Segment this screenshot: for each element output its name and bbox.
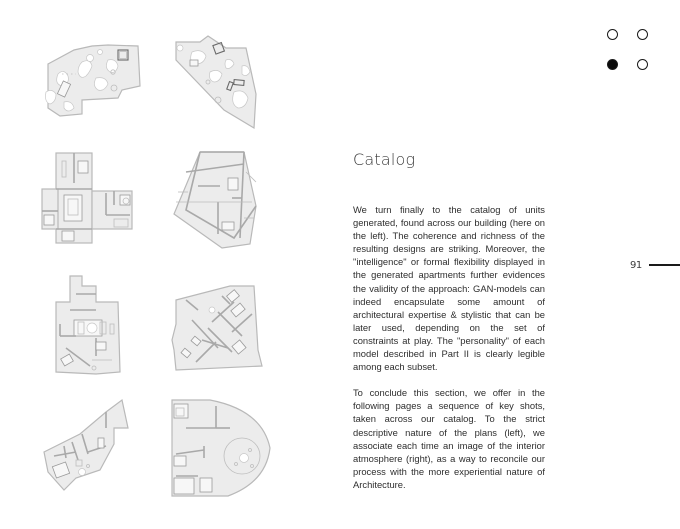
nav-dot-2[interactable] (637, 29, 648, 40)
page-number-marker (630, 257, 680, 273)
floor-plan-4 (172, 152, 262, 248)
paragraph-1: We turn finally to the catalog of units generated, found across our building (here on the left). The coherence and richness of the resulting designs are striking. Moreover, the "intelligence" or formal flexibility displayed in the generated apartments further evidences the validity of the approach: GAN-models can indeed encapsulate some amount of architectural expertise & stylistic that can be later used, depending on the set of constraints at play. The "personality" of each model described in Part II is clearly legible among each subset. (353, 204, 545, 373)
section-title: Catalog (353, 150, 416, 169)
page-rule-divider (649, 264, 680, 266)
paragraph-2: To conclude this section, we offer in the following pages a sequence of key shots, taken across our catalog. To the strict descriptive nature of the plans (left), we associate each time an image of the interior atmosphere (right), as a way to reconcile our process with the more experiential nature of Architecture. (353, 387, 545, 490)
floor-plan-3 (42, 153, 142, 243)
nav-dot-3-active[interactable] (607, 59, 618, 70)
floor-plan-8 (170, 400, 274, 498)
floor-plan-6 (172, 280, 264, 370)
nav-dot-4[interactable] (637, 59, 648, 70)
floor-plan-catalog (0, 0, 300, 529)
section-navigation (607, 29, 655, 73)
page-number: 91 (630, 259, 642, 271)
floor-plan-1 (42, 38, 142, 118)
body-text (353, 203, 545, 504)
floor-plan-2 (172, 36, 262, 126)
nav-dot-1[interactable] (607, 29, 618, 40)
floor-plan-7 (44, 398, 128, 490)
floor-plan-5 (56, 276, 126, 376)
